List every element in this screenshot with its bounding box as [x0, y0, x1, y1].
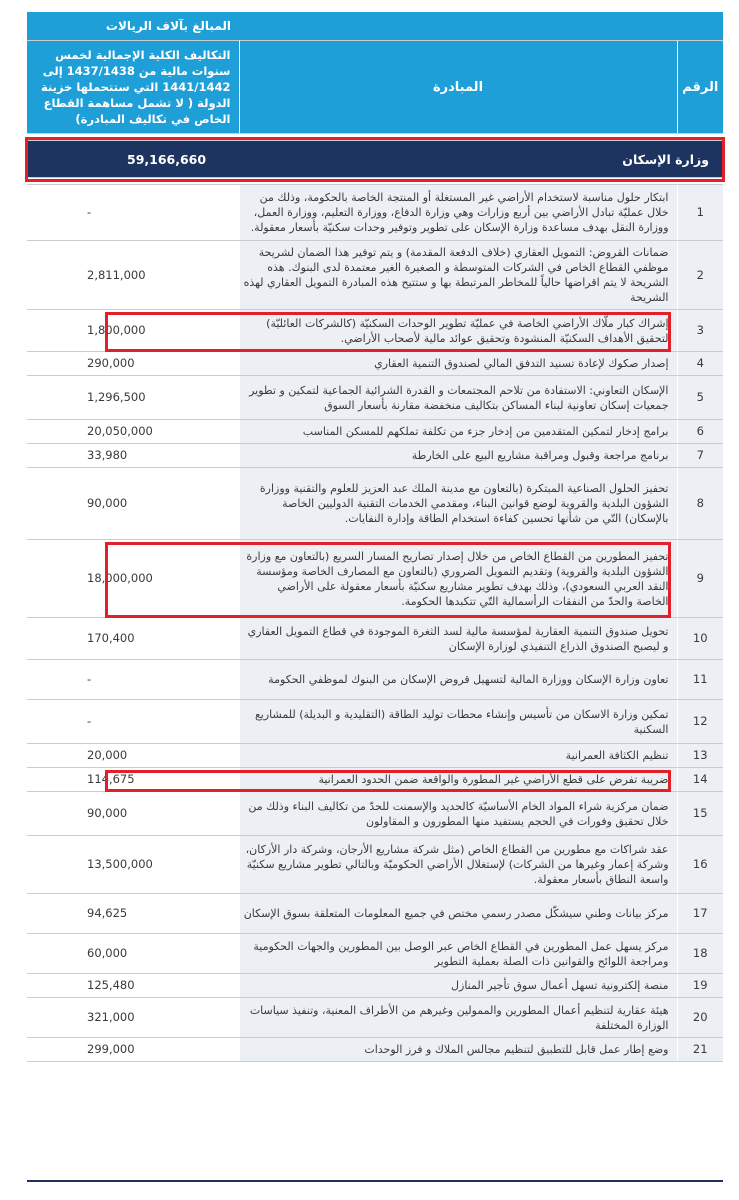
row-initiative-text: ابتكار حلول مناسبة لاستخدام الأراضي غير المستغلة أو المنتجة الخاصة بالحكومة، وذلك من خلال عمليّة تبادل الأراضي بين أربع وزارات وهي وزارة الدفاع، ووزارة التعليم، ووزارة العمل، ووزارة النقل بهدف مساعدة وزارة الإسكان على تطوير وتوفير وحدات سكنيّة بأسعار معقولة.: [239, 185, 677, 241]
row-cost-value: 125,480: [27, 974, 239, 998]
row-cost-value: 114,675: [27, 768, 239, 792]
bottom-rule: [27, 1180, 723, 1182]
table-row: [27, 241, 723, 310]
ministry-total: 59,166,660: [27, 141, 239, 178]
row-number: 6: [677, 420, 723, 444]
top-bar: [0, 0, 739, 5]
column-header-initiative: المبادرة: [239, 41, 677, 134]
table-row: [27, 618, 723, 660]
row-initiative-text: إشراك كبار ملّاك الأراضي الخاصة في عمليّة تطوير الوحدات السكنيّة (كالشركات العائليّة) لتحقيق الأهداف السكنيّة المنشودة وتحقيق عوائد مالية لأصحاب الأراضي.: [239, 310, 677, 352]
row-cost-value: 170,400: [27, 618, 239, 660]
row-number: 7: [677, 444, 723, 468]
table-row: [27, 310, 723, 352]
row-number: 5: [677, 376, 723, 420]
row-number: 21: [677, 1038, 723, 1062]
row-cost-value: 1,800,000: [27, 310, 239, 352]
row-cost-value: 20,050,000: [27, 420, 239, 444]
table-row: [27, 768, 723, 792]
row-number: 16: [677, 836, 723, 894]
row-cost-value: 33,980: [27, 444, 239, 468]
row-number: 1: [677, 185, 723, 241]
row-number: 11: [677, 660, 723, 700]
row-cost-value: -: [27, 185, 239, 241]
row-cost-value: 13,500,000: [27, 836, 239, 894]
row-number: 3: [677, 310, 723, 352]
table-row: [27, 444, 723, 468]
row-cost-value: -: [27, 700, 239, 744]
row-initiative-text: تحويل صندوق التنمية العقارية لمؤسسة مالية لسد الثغرة الموجودة في قطاع التمويل العقاري و ليصبح الصندوق الذراع التنفيذي لوزارة الإسكان: [239, 618, 677, 660]
row-number: 9: [677, 540, 723, 618]
row-cost-value: 1,296,500: [27, 376, 239, 420]
ministry-spacer: [27, 178, 723, 185]
table-row: [27, 376, 723, 420]
row-number: 8: [677, 468, 723, 540]
row-initiative-text: برامج إدخار لتمكين المتقدمين من إدخار جزء من تكلفة تملكهم للمسكن المناسب: [239, 420, 677, 444]
row-number: 20: [677, 998, 723, 1038]
table-row: [27, 998, 723, 1038]
table-row: [27, 352, 723, 376]
row-initiative-text: ضريبة تفرض على قطع الأراضي غير المطورة والواقعة ضمن الحدود العمرانية: [239, 768, 677, 792]
table-row: [27, 974, 723, 998]
row-cost-value: 321,000: [27, 998, 239, 1038]
row-initiative-text: الإسكان التعاوني: الاستفادة من تلاحم المجتمعات و القدرة الشرائية الجماعية لتمكين و تطوير جمعيات إسكان تعاونية لبناء المساكن بتكاليف منخفضة مقارنة بأسعار السوق: [239, 376, 677, 420]
row-cost-value: 20,000: [27, 744, 239, 768]
header-spacer: [27, 134, 723, 141]
row-cost-value: 94,625: [27, 894, 239, 934]
table-row: [27, 934, 723, 974]
row-initiative-text: تعاون وزارة الإسكان ووزارة المالية لتسهيل قروض الإسكان من البنوك لموظفي الحكومة: [239, 660, 677, 700]
units-row: [27, 12, 723, 41]
table-row: [27, 185, 723, 241]
table-row: [27, 660, 723, 700]
header-row: [27, 41, 723, 134]
table-row: [27, 1038, 723, 1062]
table-row: [27, 420, 723, 444]
row-initiative-text: إصدار صكوك لإعادة تسنيد التدفق المالي لصندوق التنمية العقاري: [239, 352, 677, 376]
table-row: [27, 468, 723, 540]
row-initiative-text: تحفيز المطورين من القطاع الخاص من خلال إصدار تصاريح المسار السريع (بالتعاون مع وزارة الشؤون البلدية والقروية) وتقديم التمويل الضروري (بالتعاون مع المصارف الخاصة ومؤسسة النقد العربي السعودي)، وذلك بهدف تطوير مشاريع سكنيّة بأسعار معقولة على الأراضي الخاصة والحدّ من النفقات الرأسمالية التّي تتكبدها الحكومة.: [239, 540, 677, 618]
row-initiative-text: عقد شراكات مع مطورين من القطاع الخاص (مثل شركة مشاريع الأرجان، وشركة دار الأركان، وشركة إعمار وغيرها من الشركات) لإستغلال الأراضي الحكوميّة وبالتالي تطوير مشاريع سكنيّة واسعة النطاق بأسعار معقولة.: [239, 836, 677, 894]
column-header-number: الرقم: [677, 41, 723, 134]
row-initiative-text: منصة إلكترونية تسهل أعمال سوق تأجير المنازل: [239, 974, 677, 998]
row-cost-value: 290,000: [27, 352, 239, 376]
ministry-name: وزارة الإسكان: [239, 141, 723, 178]
row-cost-value: -: [27, 660, 239, 700]
row-number: 15: [677, 792, 723, 836]
row-cost-value: 60,000: [27, 934, 239, 974]
row-cost-value: 90,000: [27, 792, 239, 836]
row-number: 17: [677, 894, 723, 934]
table-row: [27, 792, 723, 836]
row-cost-value: 299,000: [27, 1038, 239, 1062]
row-initiative-text: هيئة عقارية لتنظيم أعمال المطورين والممولين وغيرهم من الأطراف المعنية، وتنفيذ سياسات الوزارة المختلفة: [239, 998, 677, 1038]
row-initiative-text: مركز يسهل عمل المطورين في القطاع الخاص عبر الوصل بين المطورين والجهات الحكومية ومراجعة اللوائح والقوانين ذات الصلة بعملية التطوير: [239, 934, 677, 974]
row-number: 18: [677, 934, 723, 974]
row-number: 14: [677, 768, 723, 792]
row-cost-value: 90,000: [27, 468, 239, 540]
row-initiative-text: وضع إطار عمل قابل للتطبيق لتنظيم مجالس الملاك و فرز الوحدات: [239, 1038, 677, 1062]
table-row: [27, 836, 723, 894]
table-row: [27, 894, 723, 934]
units-label: المبالغ بآلاف الريالات: [27, 12, 239, 41]
row-number: 10: [677, 618, 723, 660]
row-initiative-text: مركز بيانات وطني سيشكّل مصدر رسمي مختص في جميع المعلومات المتعلقة بسوق الإسكان: [239, 894, 677, 934]
row-number: 2: [677, 241, 723, 310]
ministry-row: [27, 141, 723, 178]
row-initiative-text: تمكين وزارة الاسكان من تأسيس وإنشاء محطات توليد الطاقة (التقليدية و البديلة) للمشاريع السكنية: [239, 700, 677, 744]
row-initiative-text: تحفيز الحلول الصناعية المبتكرة (بالتعاون مع مدينة الملك عبد العزيز للعلوم والتقنية ووزارة الشؤون البلدية والقروية لوضع قوانين البناء، ومقدمي الخدمات التقنية الدوليين الخاصة بالإسكان) التّي من شأنها تحسين كفاءة استخدام الطاقة وإدارة النفايات.: [239, 468, 677, 540]
row-initiative-text: برنامج مراجعة وقبول ومراقبة مشاريع البيع على الخارطة: [239, 444, 677, 468]
column-header-cost: التكاليف الكلية الإجمالية لخمس سنوات مالية من 1437/1438 إلى 1441/1442 التي ستتحملها خزينة الدولة ( لا تشمل مساهمة القطاع الخاص في تكاليف المبادرة): [27, 41, 239, 134]
row-initiative-text: ضمان مركزية شراء المواد الخام الأساسيّة كالحديد والإسمنت للحدّ من تكاليف البناء وذلك من خلال تحقيق وفورات في الحجم يستفيد منها المطورون و المقاولون: [239, 792, 677, 836]
row-initiative-text: تنظيم الكثافة العمرانية: [239, 744, 677, 768]
row-cost-value: 2,811,000: [27, 241, 239, 310]
table-row: [27, 700, 723, 744]
row-cost-value: 18,000,000: [27, 540, 239, 618]
initiatives-table: [27, 12, 723, 1062]
row-number: 12: [677, 700, 723, 744]
row-number: 19: [677, 974, 723, 998]
row-number: 13: [677, 744, 723, 768]
table-row: [27, 540, 723, 618]
row-initiative-text: ضمانات القروض: التمويل العقاري (خلاف الدفعة المقدمة) و يتم توفير هذا الضمان لشريحة موظفي القطاع الخاص في الشركات المتوسطة و الصغيرة الغير معتمدة لدى البنوك. هذه الشريحة لا يتم اقراضها حالياً للمخاطر المرتبطة بها و ستتيح هذه المبادرة التمويل العقاري لهذه الشريحة: [239, 241, 677, 310]
row-number: 4: [677, 352, 723, 376]
table-row: [27, 744, 723, 768]
